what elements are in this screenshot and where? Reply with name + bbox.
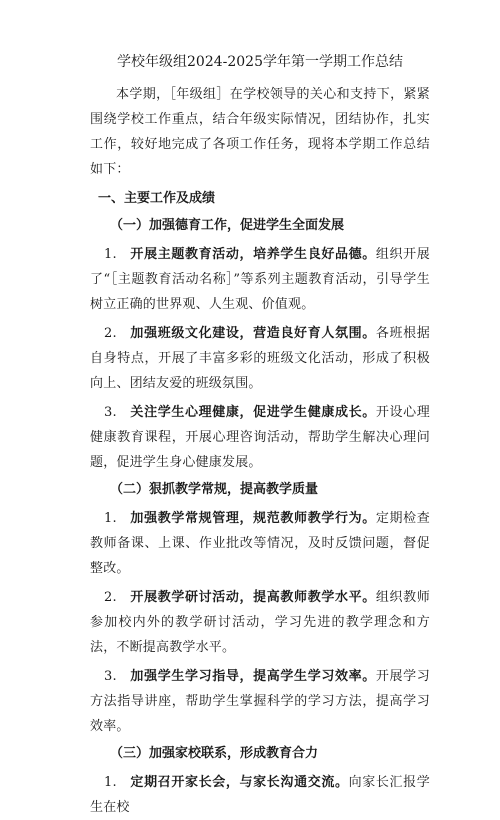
subsection-heading-teaching: （二）狠抓教学常规，提高教学质量: [110, 482, 319, 497]
item-text: 定期检查教师备课、上课、作业批改等情况，及时反馈问题，督促整改。: [90, 511, 430, 576]
item-text: 组织教师参加校内外的教学研讨活动，学习先进的教学理念和方法，不断提高教学水平。: [90, 590, 430, 655]
section-heading: 一、主要工作及成绩: [98, 191, 216, 206]
list-item: [90, 664, 430, 739]
list-item: [90, 506, 430, 581]
item-number: 3.: [104, 405, 117, 420]
list-item: [90, 585, 430, 660]
item-number: 1.: [104, 247, 117, 262]
item-lead: 开展主题教育活动，培养学生良好品德。: [130, 247, 376, 262]
item-number: 2.: [104, 590, 117, 605]
subsection-heading-home-school: （三）加强家校联系，形成教育合力: [110, 746, 319, 761]
item-lead: 关注学生心理健康，促进学生健康成长。: [130, 405, 376, 420]
list-item: [90, 400, 430, 475]
item-lead: 开展教学研讨活动，提高教师教学水平。: [130, 590, 376, 605]
item-lead: 加强学生学习指导，提高学生学习效率。: [130, 669, 376, 684]
document-title: 学校年级组2024-2025学年第一学期工作总结: [117, 54, 403, 70]
item-text: 开设心理健康教育课程，开展心理咨询活动，帮助学生解决心理问题，促进学生身心健康发展。: [90, 405, 430, 470]
item-number: 1.: [104, 511, 117, 526]
item-text: 开展学习方法指导讲座，帮助学生掌握科学的学习方法，提高学习效率。: [90, 669, 430, 734]
list-item: [90, 242, 430, 317]
item-text: 向家长汇报学生在校: [90, 775, 431, 815]
item-number: 3.: [104, 669, 117, 684]
item-text: 各班根据自身特点，开展了丰富多彩的班级文化活动，形成了积极向上、团结友爱的班级氛围。: [90, 326, 430, 391]
item-number: 1.: [104, 775, 117, 790]
item-lead: 定期召开家长会，与家长沟通交流。: [130, 775, 349, 790]
intro-paragraph: 本学期，［年级组］在学校领导的关心和支持下，紧紧围绕学校工作重点，结合年级实际情况，团结协作，扎实工作，较好地完成了各项工作任务，现将本学期工作总结如下：: [90, 87, 430, 177]
list-item: [90, 770, 430, 820]
item-lead: 加强班级文化建设，营造良好育人氛围。: [130, 326, 376, 341]
item-lead: 加强教学常规管理，规范教师教学行为。: [130, 511, 376, 526]
item-number: 2.: [104, 326, 117, 341]
list-item: [90, 321, 430, 396]
item-text: 组织开展了“［主题教育活动名称］”等系列主题教育活动，引导学生树立正确的世界观、人生观、价值观。: [90, 247, 430, 312]
subsection-heading-moral: （一）加强德育工作，促进学生全面发展: [110, 218, 345, 233]
